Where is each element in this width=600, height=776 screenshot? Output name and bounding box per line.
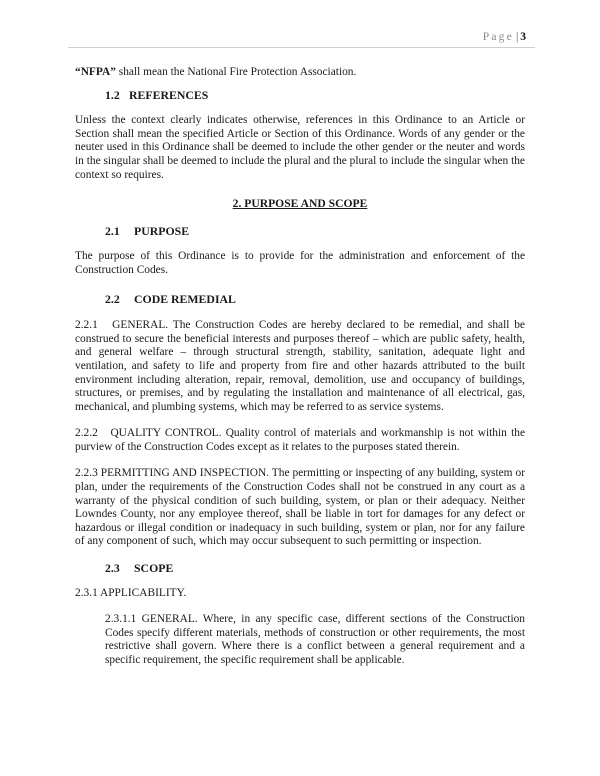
heading-number: 2.1 [105, 223, 120, 238]
nfpa-term: “NFPA” [75, 66, 116, 78]
page-number-value: 3 [520, 31, 526, 43]
paragraph-2-2-1: 2.2.1 GENERAL. The Construction Codes are hereby declared to be remedial, and shall be construed to secure the beneficial interests and purposes thereof – which are public safety, health, and general welfare – through structural strength, stability, sanitation, adequate light and ventilation, and safety to life and property from fire and other hazards attributed to the built environment including alteration, repair, removal, demolition, use and occupancy of buildings, structures, or premises, and by regulating the installation and maintenance of all electrical, gas, mechanical, and plumbing systems, which may be referred to as service systems. [75, 319, 528, 413]
heading-2-3 [75, 562, 525, 576]
heading-number: 2.2 [105, 291, 120, 306]
page-header [68, 30, 535, 48]
heading-number: 2.3 [105, 561, 120, 576]
purpose-paragraph: The purpose of this Ordinance is to provide for the administration and enforcement of the Construction Codes. [75, 250, 525, 276]
heading-number: 1.2 [105, 87, 120, 102]
paragraph-2-3-1-1: 2.3.1.1 GENERAL. Where, in any specific case, different sections of the Construction Codes specify different materials, methods of construction or other requirements, the most restrictive shall govern. Where there is a conflict between a general requirement and a specific requirement, the specific requirement shall be applicable. [105, 613, 525, 666]
subheading-2-3-1: 2.3.1 APPLICABILITY. [75, 586, 187, 599]
heading-title: PURPOSE [134, 223, 190, 238]
heading-title: REFERENCES [129, 87, 209, 102]
heading-2-2 [75, 293, 525, 307]
heading-2-1 [75, 225, 525, 239]
page-separator: | [515, 31, 519, 43]
page-label: Page [482, 31, 514, 43]
heading-title: CODE REMEDIAL [134, 291, 236, 306]
heading-1-2 [75, 89, 525, 103]
heading-title: SCOPE [134, 561, 174, 576]
paragraph-2-2-3: 2.2.3 PERMITTING AND INSPECTION. The permitting or inspecting of any building, system or plan, under the requirements of the Construction Codes shall not be construed in any court as a warranty of the physical condition of such building, system, or plan or their adequacy. Neither Lowndes County, nor any employee thereof, shall be liable in tort for damages for any defect or hazardous or illegal condition or inadequacy in such building, system or plan, nor for any failure of any component of such, which may occur subsequent to such permitting or inspection. [75, 467, 525, 548]
document-body [75, 66, 528, 668]
heading-2-purpose-and-scope: 2. PURPOSE AND SCOPE [232, 197, 368, 211]
page-number [483, 31, 526, 43]
nfpa-definition [75, 66, 525, 80]
nfpa-text: shall mean the National Fire Protection Association. [115, 66, 357, 78]
references-paragraph: Unless the context clearly indicates otherwise, references in this Ordinance to an Article or Section shall mean the specified Article or Section of this Ordinance. Words of any gender or the neuter used in this Ordinance shall be deemed to include the other gender or the neuter and words in the singular shall be deemed to include the plural and the plural to include the singular when the context so requires. [75, 114, 525, 181]
paragraph-2-2-2: 2.2.2 QUALITY CONTROL. Quality control of materials and workmanship is not within the purview of the Construction Codes except as it relates to the purposes stated therein. [75, 427, 528, 453]
